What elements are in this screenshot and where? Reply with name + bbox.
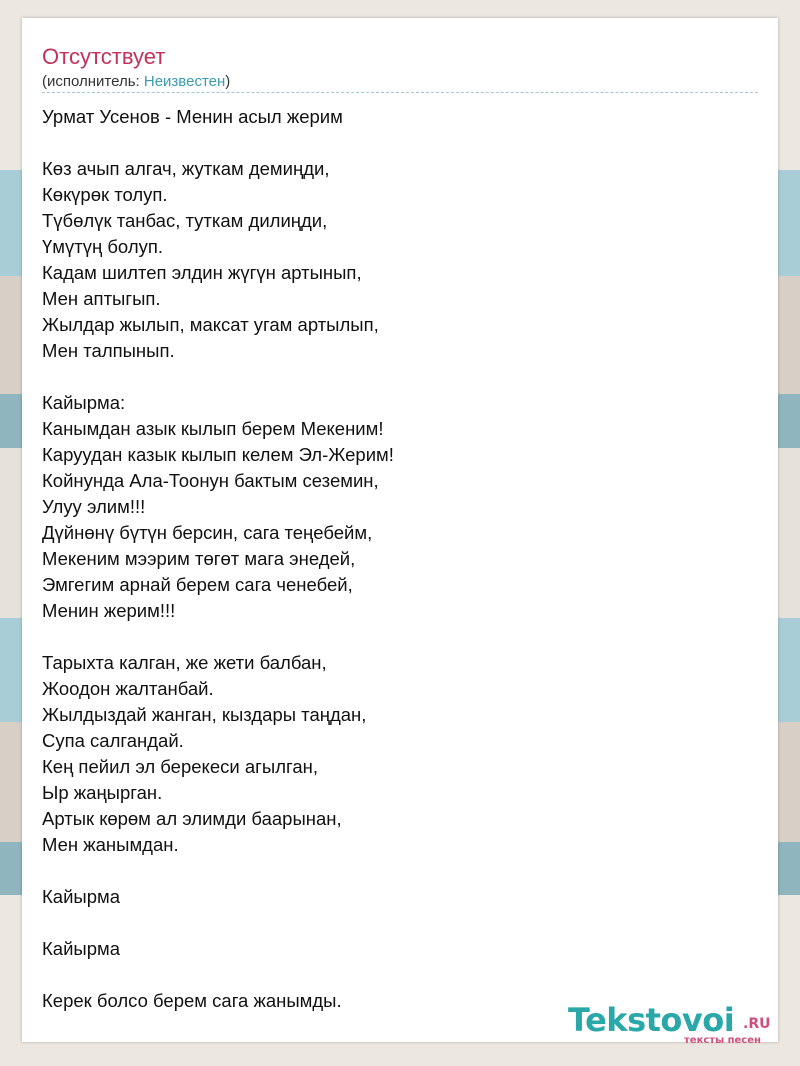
lyrics-line: Эмгегим арнай берем сага ченебей, xyxy=(42,574,353,595)
lyrics-line: Кадам шилтеп элдин жүгүн артынып, xyxy=(42,262,362,283)
logo-tagline: тексты песен xyxy=(684,1035,761,1046)
lyrics-line: Мен аптыгып. xyxy=(42,288,161,309)
lyrics-line: Улуу элим!!! xyxy=(42,496,146,517)
lyrics-line: Кайырма: xyxy=(42,392,126,413)
lyrics-page xyxy=(22,18,778,1046)
lyrics-line: Урмат Усенов - Менин асыл жерим xyxy=(42,106,343,127)
performer-line xyxy=(42,73,230,91)
lyrics-line: Артык көрөм ал элимди баарынан, xyxy=(42,808,342,829)
lyrics-line: Дүйнөнү бүтүн берсин, сага теңебейм, xyxy=(42,522,373,543)
logo-brand: Tekstovoi xyxy=(568,1001,735,1039)
lyrics-line: Канымдан азык кылып берем Мекеним! xyxy=(42,418,384,439)
lyrics-line: Жылдар жылып, максат угам артылып, xyxy=(42,314,379,335)
lyrics-line: Менин жерим!!! xyxy=(42,600,176,621)
lyrics-blank-line xyxy=(42,364,758,390)
performer-link[interactable]: Неизвестен xyxy=(143,73,226,90)
lyrics-line: Ыр жаңырган. xyxy=(42,782,163,803)
lyrics-line: Мен жанымдан. xyxy=(42,834,179,855)
lyrics-blank-line xyxy=(42,910,758,936)
lyrics-line: Жылдыздай жанган, кыздары таңдан, xyxy=(42,704,367,725)
lyrics-blank-line xyxy=(42,962,758,988)
lyrics-line: Түбөлүк танбас, туткам дилиңди, xyxy=(42,210,328,231)
lyrics-line: Мен талпынып. xyxy=(42,340,175,361)
lyrics-line: Көз ачып алгач, жуткам демиңди, xyxy=(42,158,330,179)
lyrics-line: Кең пейил эл берекеси агылган, xyxy=(42,756,318,777)
lyrics-line: Кайырма xyxy=(42,938,120,959)
lyrics-line: Мекеним мээрим төгөт мага энедей, xyxy=(42,548,356,569)
lyrics-blank-line xyxy=(42,624,758,650)
title-divider xyxy=(42,92,758,93)
lyrics-line: Койнунда Ала-Тоонун бактым сеземин, xyxy=(42,470,379,491)
lyrics-line: Жоодон жалтанбай. xyxy=(42,678,214,699)
performer-prefix: (исполнитель: xyxy=(42,73,144,90)
lyrics-line: Тарыхта калган, же жети балбан, xyxy=(42,652,327,673)
logo-tld: .RU xyxy=(743,1016,771,1032)
lyrics-line: Каруудан казык кылып келем Эл-Жерим! xyxy=(42,444,394,465)
lyrics-blank-line xyxy=(42,130,758,156)
site-logo[interactable] xyxy=(568,1001,778,1045)
lyrics-text xyxy=(42,104,758,1014)
lyrics-line: Супа салгандай. xyxy=(42,730,184,751)
lyrics-line: Көкүрөк толуп. xyxy=(42,184,168,205)
performer-suffix: ) xyxy=(225,73,231,90)
lyrics-line: Кайырма xyxy=(42,886,120,907)
lyrics-blank-line xyxy=(42,858,758,884)
lyrics-line: Үмүтүң болуп. xyxy=(42,236,164,257)
lyrics-line: Керек болсо берем сага жанымды. xyxy=(42,990,342,1011)
song-title: Отсутствует xyxy=(42,44,166,69)
